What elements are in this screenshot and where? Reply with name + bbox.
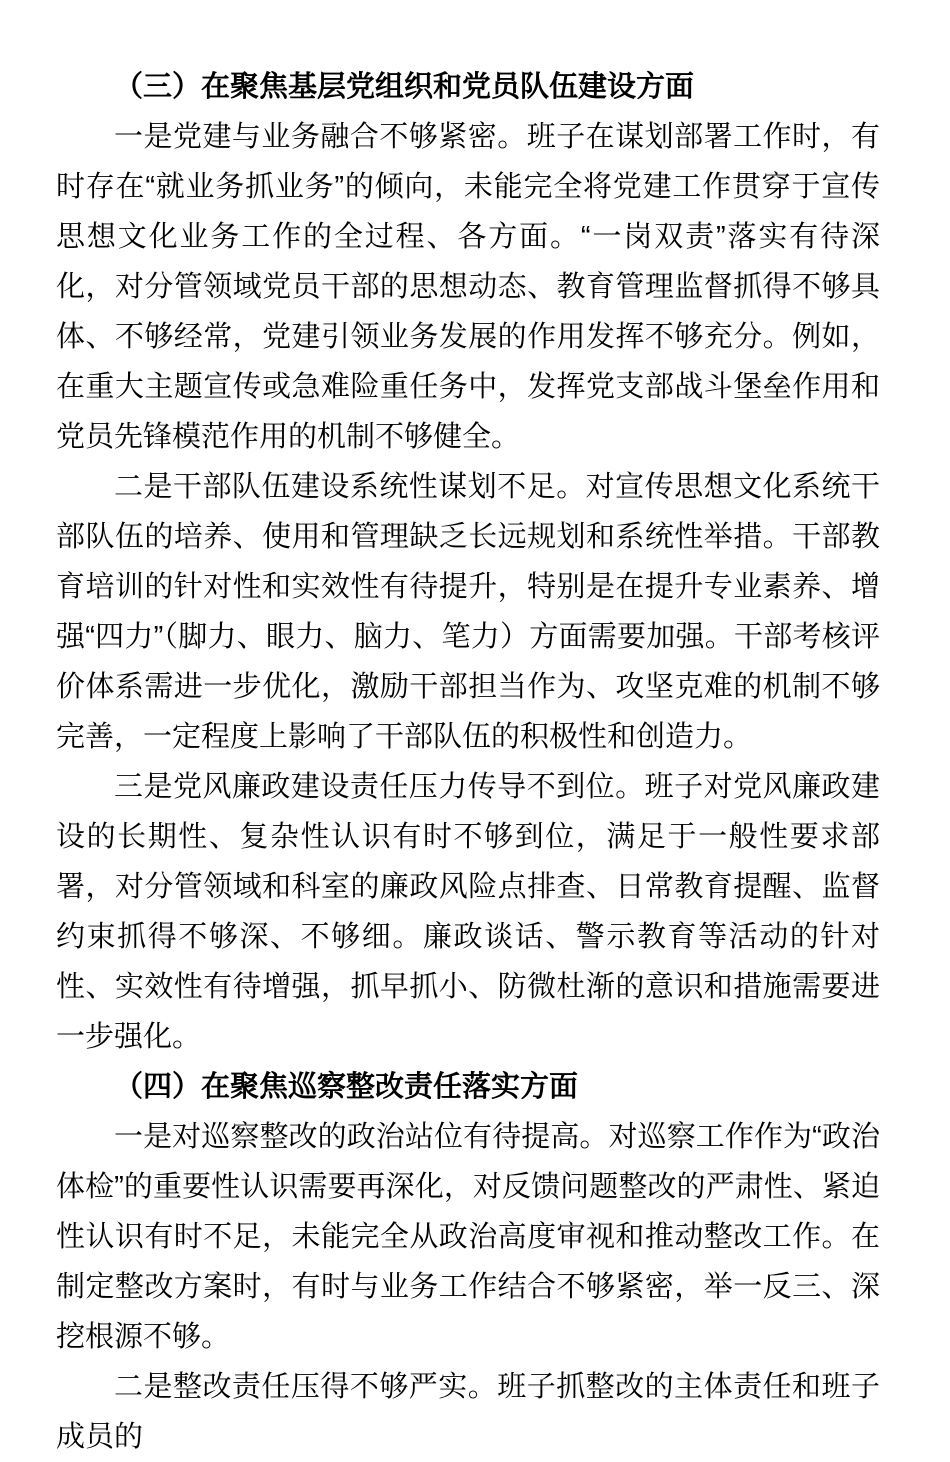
- paragraph-inspection-stance: 一是对巡察整改的政治站位有待提高。对巡察工作作为“政治体检”的重要性认识需要再深化，对反馈问题整改的严肃性、紧迫性认识有时不足，未能完全从政治高度审视和推动整改工作。在制定整改方案时，有时与业务工作结合不够紧密，举一反三、深挖根源不够。: [56, 1121, 880, 1353]
- paragraph-clean-governance: 三是党风廉政建设责任压力传导不到位。班子对党风廉政建设的长期性、复杂性认识有时不够到位，满足于一般性要求部署，对分管领域和科室的廉政风险点排查、日常教育提醒、监督约束抓得不够深、不够细。廉政谈话、警示教育等活动的针对性、实效性有待增强，抓早抓小、防微杜渐的意识和措施需要进一步强化。: [56, 771, 880, 1053]
- paragraph-cadre-team: 二是干部队伍建设系统性谋划不足。对宣传思想文化系统干部队伍的培养、使用和管理缺乏长远规划和系统性举措。干部教育培训的针对性和实效性有待提升，特别是在提升专业素养、增强“四力”（脚力、眼力、脑力、笔力）方面需要加强。干部考核评价体系需进一步优化，激励干部担当作为、攻坚克难的机制不够完善，一定程度上影响了干部队伍的积极性和创造力。: [56, 471, 880, 753]
- section-heading-3: （三）在聚焦基层党组织和党员队伍建设方面: [114, 71, 695, 103]
- paragraph-party-building: 一是党建与业务融合不够紧密。班子在谋划部署工作时，有时存在“就业务抓业务”的倾向，未能完全将党建工作贯穿于宣传思想文化业务工作的全过程、各方面。“一岗双责”落实有待深化，对分管领域党员干部的思想动态、教育管理监督抓得不够具体、不够经常，党建引领业务发展的作用发挥不够充分。例如，在重大主题宣传或急难险重任务中，发挥党支部战斗堡垒作用和党员先锋模范作用的机制不够健全。: [56, 121, 880, 453]
- paragraph-rectification-responsibility: 二是整改责任压得不够严实。班子抓整改的主体责任和班子成员的: [56, 1371, 880, 1453]
- section-heading-4: （四）在聚焦巡察整改责任落实方面: [114, 1071, 579, 1103]
